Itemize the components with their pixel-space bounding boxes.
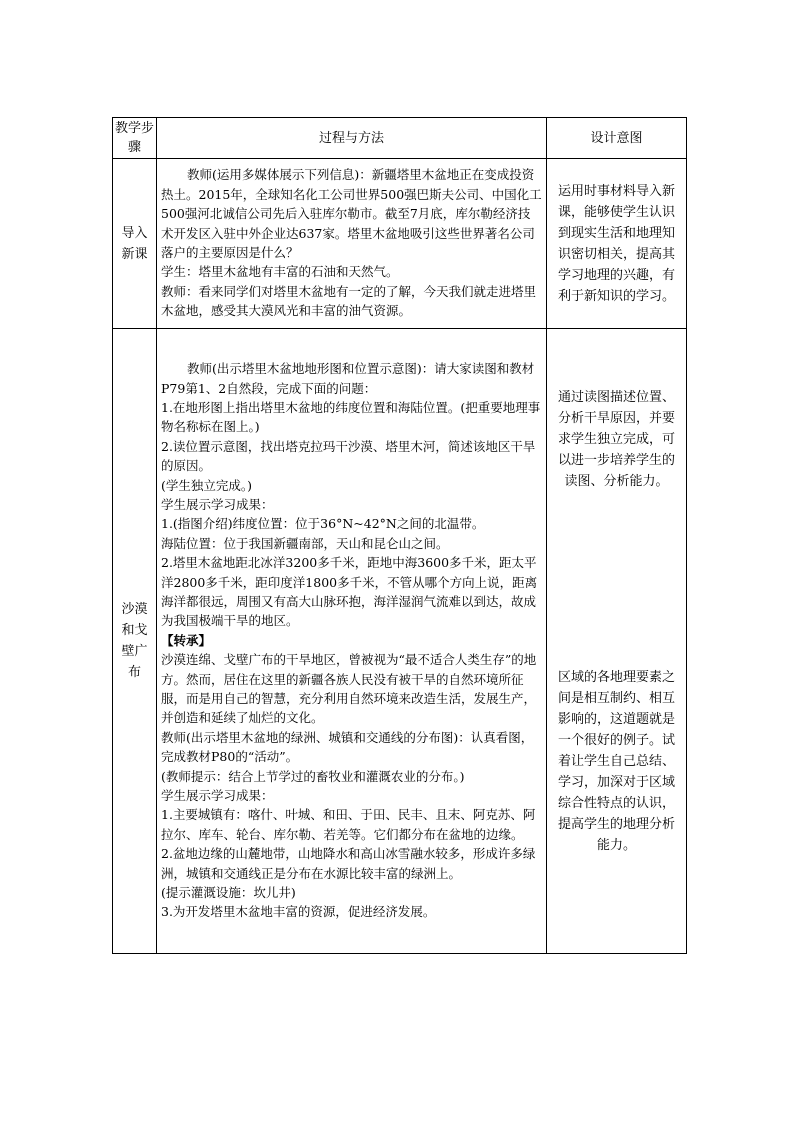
process-line: 3.为开发塔里木盆地丰富的资源，促进经济发展。 [161, 904, 436, 920]
process-line: 2.盆地边缘的山麓地带，山地降水和高山冰雪融水较多，形成许多绿洲，城镇和交通线正是分布在水源比较丰富的绿洲上。 [161, 846, 536, 881]
process-line: 2.读位置示意图，找出塔克拉玛干沙漠、塔里木河，简述该地区干旱的原因。 [161, 438, 536, 474]
desert-intent-text-2: 区域的各地理要素之间是相互制约、相互影响的，这道题就是一个很好的例子。试着让学生自己总结、学习，加深对于区域综合性特点的认识，提高学生的地理分析能力。 [557, 670, 675, 853]
process-line: 2.塔里木盆地距北冰洋3200多千米，距地中海3600多千米，距太平洋2800多千米，距印度洋1800多千米，不管从哪个方向上说，距离海洋都很远，周围又有高大山脉环抱，海洋湿润气流难以到达，故成为我国极端干旱的地区。 [161, 555, 538, 629]
process-line: 学生展示学习成果： [161, 496, 274, 512]
lesson-plan-table [112, 117, 687, 954]
process-line: (学生独立完成。) [161, 477, 253, 493]
header-process: 过程与方法 [157, 118, 547, 159]
intro-process [157, 159, 547, 329]
desert-process [157, 329, 547, 954]
intro-step: 导入新课 [113, 159, 157, 329]
process-line: 沙漠连绵、戈壁广布的干旱地区，曾被视为“最不适合人类生存”的地方。然而，居住在这里的新疆各族人民没有被干旱的自然环境所征服，而是用自己的智慧，充分利用自然环境来改造生活，发展生产，并创造和延续了灿烂的文化。 [161, 652, 537, 726]
process-line: (提示灌溉设施：坎儿井) [161, 885, 296, 901]
process-line: 学生展示学习成果： [161, 788, 274, 804]
process-line: 1.(指图介绍)纬度位置：位于36°N~42°N之间的北温带。 [161, 516, 485, 532]
intro-teacher-text: 教师(运用多媒体展示下列信息)：新疆塔里木盆地正在变成投资热土。2015年，全球知名化工公司世界500强巴斯夫公司、中国化工500强河北诚信公司先后入驻库尔勒市。截至7月底，库尔勒经济技术开发区入驻中外企业达637家。塔里木盆地吸引这些世界著名公司落户的主要原因是什么？ [161, 167, 542, 260]
intro-intent-text: 运用时事材料导入新课，能够使学生认识到现实生活和地理知识密切相关，提高其学习地理的兴趣，有利于新知识的学习。 [557, 183, 675, 304]
desert-row [113, 329, 687, 954]
desert-step: 沙漠和戈壁广布 [113, 329, 157, 954]
header-intent: 设计意图 [547, 118, 687, 159]
desert-intent [547, 329, 687, 954]
process-line: 教师(出示塔里木盆地地形图和位置示意图)：请大家读图和教材P79第1、2自然段，完成下面的问题： [161, 361, 535, 396]
header-step: 教学步骤 [113, 118, 157, 159]
transition-heading: 【转承】 [161, 632, 212, 648]
intro-row [113, 159, 687, 329]
process-line: (教师提示：结合上节学过的畜牧业和灌溉农业的分布。) [161, 768, 465, 784]
process-line: 1.主要城镇有：喀什、叶城、和田、于田、民丰、且末、阿克苏、阿拉尔、库车、轮台、库尔勒、若羌等。它们都分布在盆地的边缘。 [161, 807, 536, 842]
header-row [113, 118, 687, 159]
intro-student-text: 学生：塔里木盆地有丰富的石油和天然气。 [161, 264, 399, 280]
process-line: 海陆位置：位于我国新疆南部，天山和昆仑山之间。 [161, 535, 449, 551]
process-line: 教师(出示塔里木盆地的绿洲、城镇和交通线的分布图)：认真看图，完成教材P80的“活动”。 [161, 729, 534, 765]
intro-intent [547, 159, 687, 329]
process-line: 1.在地形图上指出塔里木盆地的纬度位置和海陆位置。(把重要地理事物名称标在图上。) [161, 399, 541, 435]
intro-teacher-reply: 教师：看来同学们对塔里木盆地有一定的了解，今天我们就走进塔里木盆地，感受其大漠风光和丰富的油气资源。 [161, 283, 537, 319]
desert-intent-text-1: 通过读图描述位置、分析干旱原因，并要求学生独立完成，可以进一步培养学生的读图、分析能力。 [557, 390, 675, 489]
